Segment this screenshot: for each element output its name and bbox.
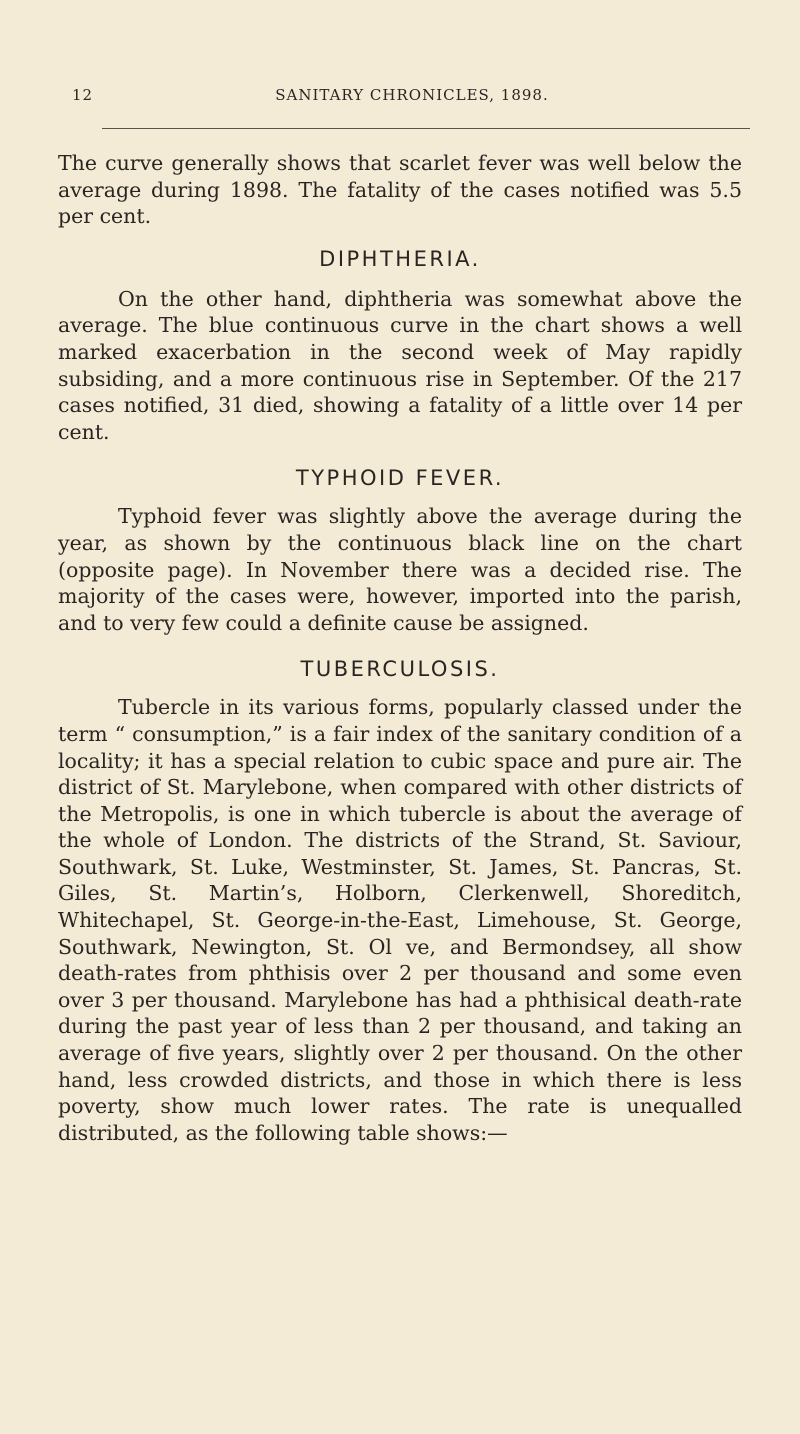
running-title: SANITARY CHRONICLES, 1898. [275,86,549,104]
tuberculosis-paragraph: Tubercle in its various forms, popularly classed under the term “ consumption,” is a fair index of the sanitary condition of a locality; it has a special relation to cubic space and pure air. The district of St. Marylebone, when compared with other districts of the Metropolis, is one in which tubercle is about the average of the whole of London. The districts of the Strand, St. Saviour, Southwark, St. Luke, Westminster, St. James, St. Pancras, St. Giles, St. Martin’s, Holborn, Clerkenwell, Shoreditch, Whitechapel, St. George-in-the-East, Limehouse, St. George, Southwark, Newington, St. Ol ve, and Bermondsey, all show death-rates from phthisis over 2 per thousand and some even over 3 per thousand. Marylebone has had a phthisical death-rate during the past year of less than 2 per thousand, and taking an average of five years, slightly over 2 per thousand. On the other hand, less crowded districts, and those in which there is less poverty, show much lower rates. The rate is unequalled distributed, as the following table shows:— [58,695,742,1145]
intro-paragraph: The curve generally shows that scarlet fever was well below the average during 1898. The fatality of the cases notified was 5.5 per cent. [58,151,742,229]
page-number: 12 [72,86,94,104]
typhoid-heading: TYPHOID FEVER. [295,466,505,491]
diphtheria-heading: DIPHTHERIA. [319,246,481,271]
body-text [58,150,742,1146]
running-head [72,86,752,110]
diphtheria-paragraph: On the other hand, diphtheria was somewhat above the average. The blue continuous curve in the chart shows a well marked exacerbation in the second week of May rapidly subsiding, and a more continuous rise in September. Of the 217 cases notified, 31 died, showing a fatality of a little over 14 per cent. [58,286,742,444]
typhoid-paragraph: Typhoid fever was slightly above the average during the year, as shown by the continuous black line on the chart (opposite page). In November there was a decided rise. The majority of the cases were, however, imported into the parish, and to very few could a definite cause be assigned. [58,504,742,635]
tuberculosis-heading: TUBERCULOSIS. [300,657,500,682]
header-rule [102,128,750,129]
